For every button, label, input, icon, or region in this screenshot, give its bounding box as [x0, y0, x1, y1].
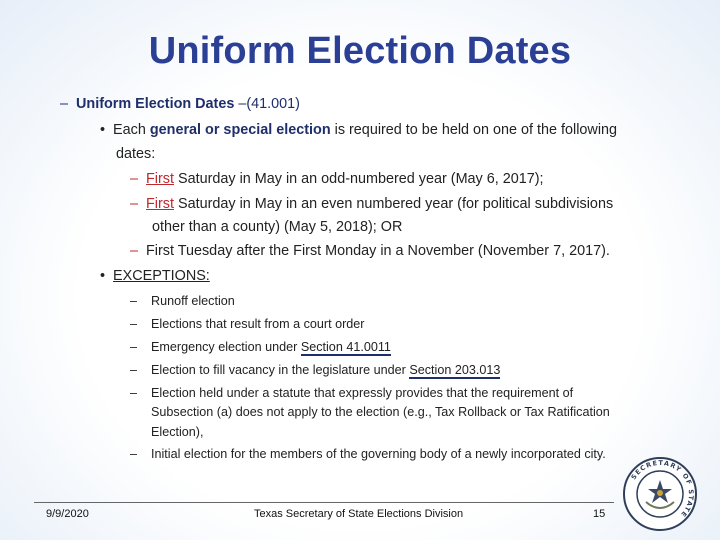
date-emph: First — [146, 171, 174, 187]
exception-text: Emergency election under — [151, 340, 301, 354]
exception-text-row — [151, 340, 391, 356]
heading-label: Uniform Election Dates — [76, 96, 235, 112]
bullet-pre: Each — [113, 122, 150, 138]
footer-date: 9/9/2020 — [46, 508, 89, 520]
exception-text: Initial election for the members of the governing body of a newly incorporated city. — [151, 447, 606, 461]
exception-text: Election to fill vacancy in the legislature under — [151, 363, 410, 377]
footer-organization: Texas Secretary of State Elections Division — [254, 508, 464, 520]
section-41-0011-link[interactable]: Section 41.0011 — [300, 340, 391, 354]
exceptions-label: EXCEPTIONS: — [113, 268, 210, 284]
section-203-013-link[interactable]: Section 203.013 — [409, 363, 501, 377]
exception-text: Elections that result from a court order — [151, 317, 365, 331]
exception-dash: – — [130, 294, 138, 308]
date-text: Saturday in May in an even numbered year (for political subdivisions — [174, 196, 614, 212]
exception-dash: – — [130, 447, 138, 461]
bullet-marker: • — [100, 122, 106, 138]
exception-dash: – — [130, 386, 138, 400]
exception-item-1 — [130, 294, 235, 308]
footer-page-number: 15 — [593, 508, 606, 520]
heading-row — [60, 96, 300, 112]
date-item-2-cont: other than a county) (May 5, 2018); OR — [152, 219, 403, 235]
exception-text: Runoff election — [151, 294, 235, 308]
heading-citation: –(41.001) — [234, 96, 300, 112]
bullet-marker: • — [100, 268, 106, 284]
date-dash: – — [130, 243, 139, 259]
exception-item-6 — [130, 447, 606, 461]
exception-dash: – — [130, 340, 138, 354]
bullet-general-special-cont: dates: — [116, 146, 156, 162]
date-emph: First — [146, 196, 174, 212]
date-item-3 — [130, 243, 610, 259]
date-item-1 — [130, 171, 544, 187]
date-text: Saturday in May in an odd-numbered year (May 6, 2017); — [174, 171, 544, 187]
bullet-exceptions — [100, 268, 210, 284]
exception-dash: – — [130, 363, 138, 377]
exception-item-5-cont2: Election), — [151, 425, 204, 439]
seal-ring-text: SECRETARY OF STATE — [629, 458, 696, 520]
bullet-general-special — [100, 122, 617, 138]
heading-dash: – — [60, 96, 69, 112]
exception-item-2 — [130, 317, 365, 331]
bullet-post: is required to be held on one of the following — [330, 122, 618, 138]
texas-sos-seal-icon — [622, 456, 698, 532]
date-text: First Tuesday after the First Monday in a November (November 7, 2017). — [146, 243, 610, 259]
bullet-bold: general or special election — [149, 122, 331, 138]
exception-text: Election held under a statute that expressly provides that the requirement of — [151, 386, 574, 400]
footer-divider — [34, 502, 614, 503]
date-dash: – — [130, 171, 139, 187]
date-item-2 — [130, 196, 613, 212]
exception-item-5 — [130, 386, 574, 400]
exception-item-5-cont1: Subsection (a) does not apply to the election (e.g., Tax Rollback or Tax Ratification — [151, 405, 610, 419]
exception-item-3 — [130, 340, 391, 354]
date-dash: – — [130, 196, 139, 212]
exception-item-4 — [130, 363, 501, 377]
slide-title: Uniform Election Dates — [148, 30, 572, 72]
exception-dash: – — [130, 317, 138, 331]
exception-text-row — [151, 363, 500, 379]
